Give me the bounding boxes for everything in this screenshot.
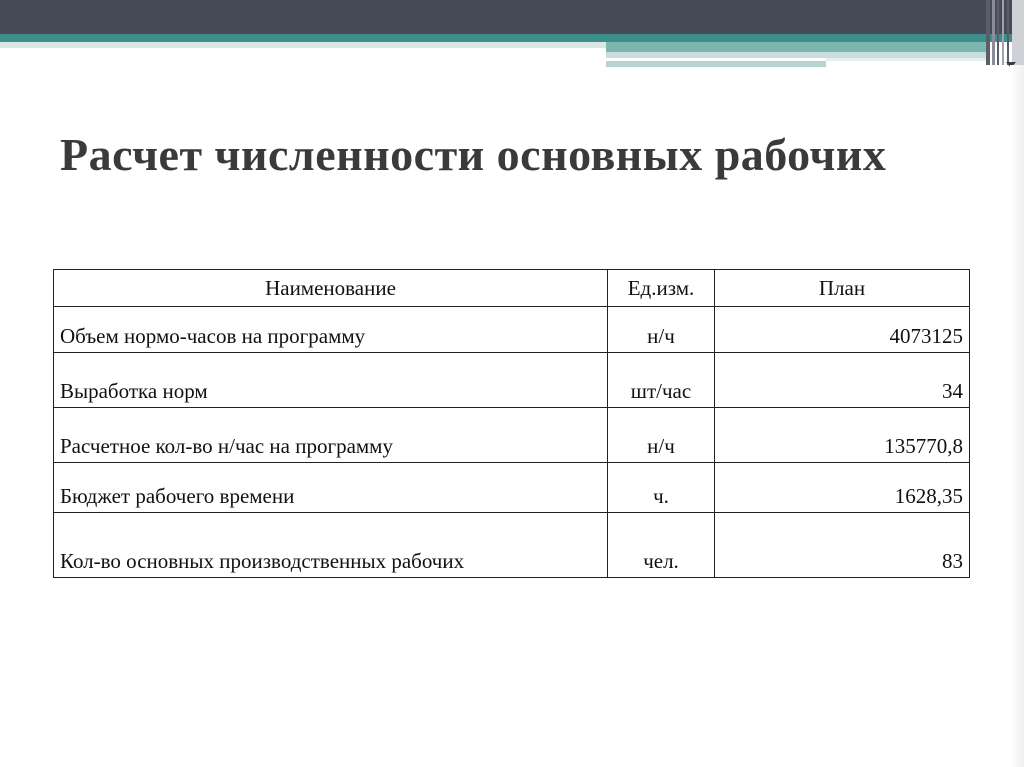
right-edge-shadow [1010,65,1024,767]
data-table [53,269,970,578]
page-title: Расчет численности основных рабочих [60,129,887,180]
banner-stripe [606,61,826,67]
cell-unit: чел. [608,513,715,578]
cell-plan: 4073125 [715,307,970,353]
table-row [54,513,970,578]
cell-unit: шт/час [608,353,715,408]
cell-name: Расчетное кол-во н/час на программу [54,408,608,463]
vertical-stripe [1002,0,1004,65]
vertical-stripe [986,0,990,65]
cell-name: Бюджет рабочего времени [54,463,608,513]
table-row [54,353,970,408]
table-row [54,463,970,513]
cell-name: Выработка норм [54,353,608,408]
table-row [54,408,970,463]
cell-plan: 34 [715,353,970,408]
vertical-stripe [1012,0,1024,65]
header-name: Наименование [54,270,608,307]
banner-stripe [0,42,606,48]
banner-stripe [606,42,986,52]
cell-name: Объем нормо-часов на программу [54,307,608,353]
header-plan: План [715,270,970,307]
vertical-stripe [1007,0,1009,65]
table-header-row [54,270,970,307]
cell-plan: 83 [715,513,970,578]
banner-stripe [0,34,1024,42]
cell-plan: 1628,35 [715,463,970,513]
vertical-stripe [997,0,999,65]
top-banner [0,0,1024,34]
cell-unit: ч. [608,463,715,513]
cell-unit: н/ч [608,307,715,353]
cell-plan: 135770,8 [715,408,970,463]
table-row [54,307,970,353]
banner-stripe [826,58,986,61]
cell-unit: н/ч [608,408,715,463]
cell-name: Кол-во основных производственных рабочих [54,513,608,578]
header-unit: Ед.изм. [608,270,715,307]
vertical-stripe [992,0,995,65]
